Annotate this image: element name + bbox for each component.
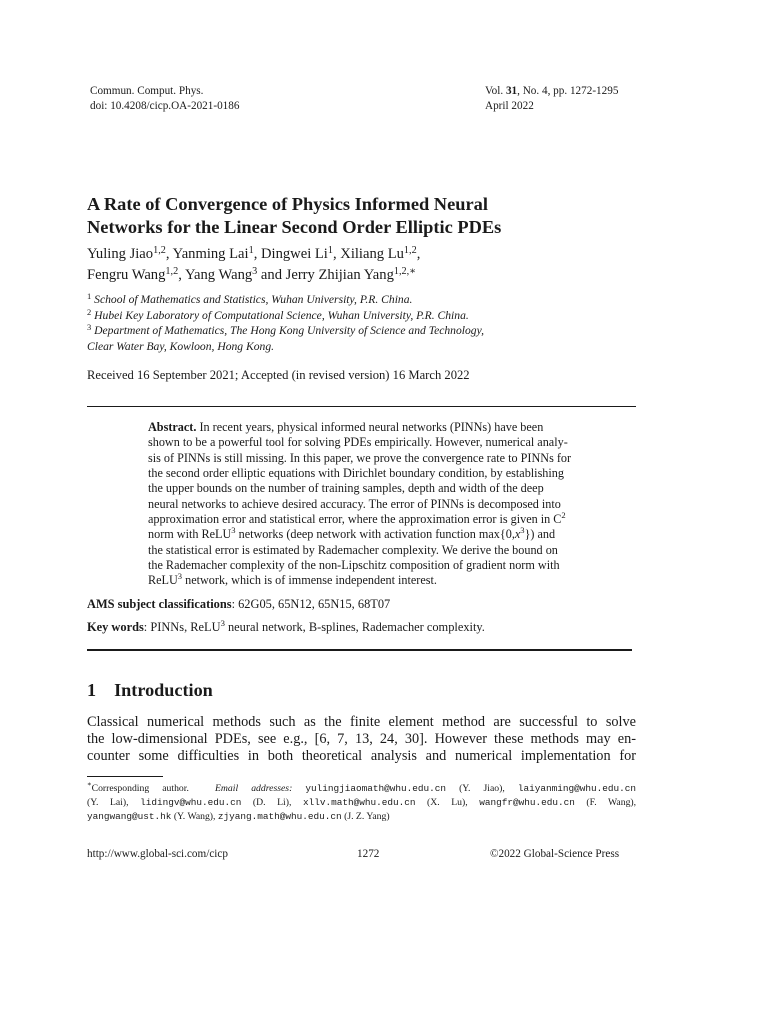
received-dates: Received 16 September 2021; Accepted (in revised version) 16 March 2022 [87,368,470,382]
email-link[interactable]: xllv.math@whu.edu.cn [302,797,416,808]
affiliation: $^3$ Department of Mathematics, The Hong Kong University of Science and Technology, [87,322,484,337]
author: Yuling Jiao$^{1,2}$, [87,245,173,262]
journal-url[interactable]: http://www.global-sci.com/cicp [87,848,228,860]
top-rule [87,406,636,407]
footnote-rule [87,776,163,777]
author: Xiliang Lu$^{1,2}$, [340,245,421,262]
journal-name: Commun. Comput. Phys. [90,85,204,97]
keywords: Key words: PINNs, ReLU$^3$ neural network, B-splines, Rademacher complexity. [87,618,485,634]
author: Fengru Wang$^{1,2}$, [87,266,185,283]
affiliation: $^2$ Hubei Key Laboratory of Computational Science, Wuhan University, P.R. China. [87,306,469,322]
bottom-rule [87,649,632,651]
doi: doi: 10.4208/cicp.OA-2021-0186 [90,100,240,112]
author-list [87,244,647,285]
email-link[interactable]: yulingjiaomath@whu.edu.cn [305,783,447,794]
footnote: ∗Corresponding author. Email addresses: yulingjiaomath@whu.edu.cn (Y. Jiao), laiyanming@whu.edu.cn (Y. Lai), lidingv@whu.edu.cn (D. Li), xllv.math@whu.edu.cn (X. Lu), wangfr@whu.edu.cn (F. Wang), yangwang@ust.hk (Y. Wang), zjyang.math@whu.edu.cn (J. Z. Yang) [87,781,637,822]
intro-paragraph: Classical numerical methods such as the finite element method are successful to solve the low-dimensional PDEs, see e.g., [6, 7, 13, 24, 30]. However these methods may en- counter some difficulties in both theoretical analysis and numerical implementation for [87,714,636,765]
issue-date: April 2022 [485,100,534,112]
affiliation: Clear Water Bay, Kowloon, Hong Kong. [87,339,275,353]
page-number: 1272 [357,848,380,860]
author: Dingwei Li$^1$, [260,245,341,262]
volume-info: Vol. 31, No. 4, pp. 1272-1295 [485,85,619,97]
section-heading: 1 Introduction [87,680,213,700]
email-link[interactable]: zjyang.math@whu.edu.cn [217,811,342,822]
author: Yang Wang$^3$ and [184,266,286,283]
author: Yanming Lai$^1$, [172,245,261,262]
email-link[interactable]: yangwang@ust.hk [87,811,172,822]
abstract-label: Abstract. [148,420,197,434]
ams-classifications: AMS subject classifications: 62G05, 65N12, 65N15, 68T07 [87,597,391,611]
abstract: Abstract. In recent years, physical informed neural networks (PINNs) have been shown to be a powerful tool for solving PDEs empirically. However, numerical analy- sis of PINNs is still missing. In this paper, we prove the convergence rate to PINNs for the second order elliptic equations with Dirichlet boundary condition, by establishing the upper bounds on the number of training samples, depth and width of the deep neural networks to achieve desired accuracy. The error of PINNs is decomposed into approximation error and statistical error, where the approximation error is given in $C^2$ norm with ReLU$^3$ networks (deep network with activation function $\max\{0,x^3\}$) and the statistical error is estimated by Rademacher complexity. We derive the bound on the Rademacher complexity of the non-Lipschitz composition of gradient norm with ReLU$^3$ network, which is of immense independent interest. [148,420,572,588]
email-link[interactable]: laiyanming@whu.edu.cn [517,783,637,794]
affiliation: $^1$ School of Mathematics and Statistics, Wuhan University, P.R. China. [87,291,413,306]
affiliations [87,292,667,354]
author: Jerry Zhijian Yang$^{1,2,∗}$ [285,266,417,283]
email-link[interactable]: wangfr@whu.edu.cn [479,797,575,808]
email-link[interactable]: lidingv@whu.edu.cn [140,797,242,808]
copyright: ©2022 Global-Science Press [490,848,620,860]
paper-title: A Rate of Convergence of Physics Informed Neural Networks for the Linear Second Order Elliptic PDEs [87,194,502,237]
